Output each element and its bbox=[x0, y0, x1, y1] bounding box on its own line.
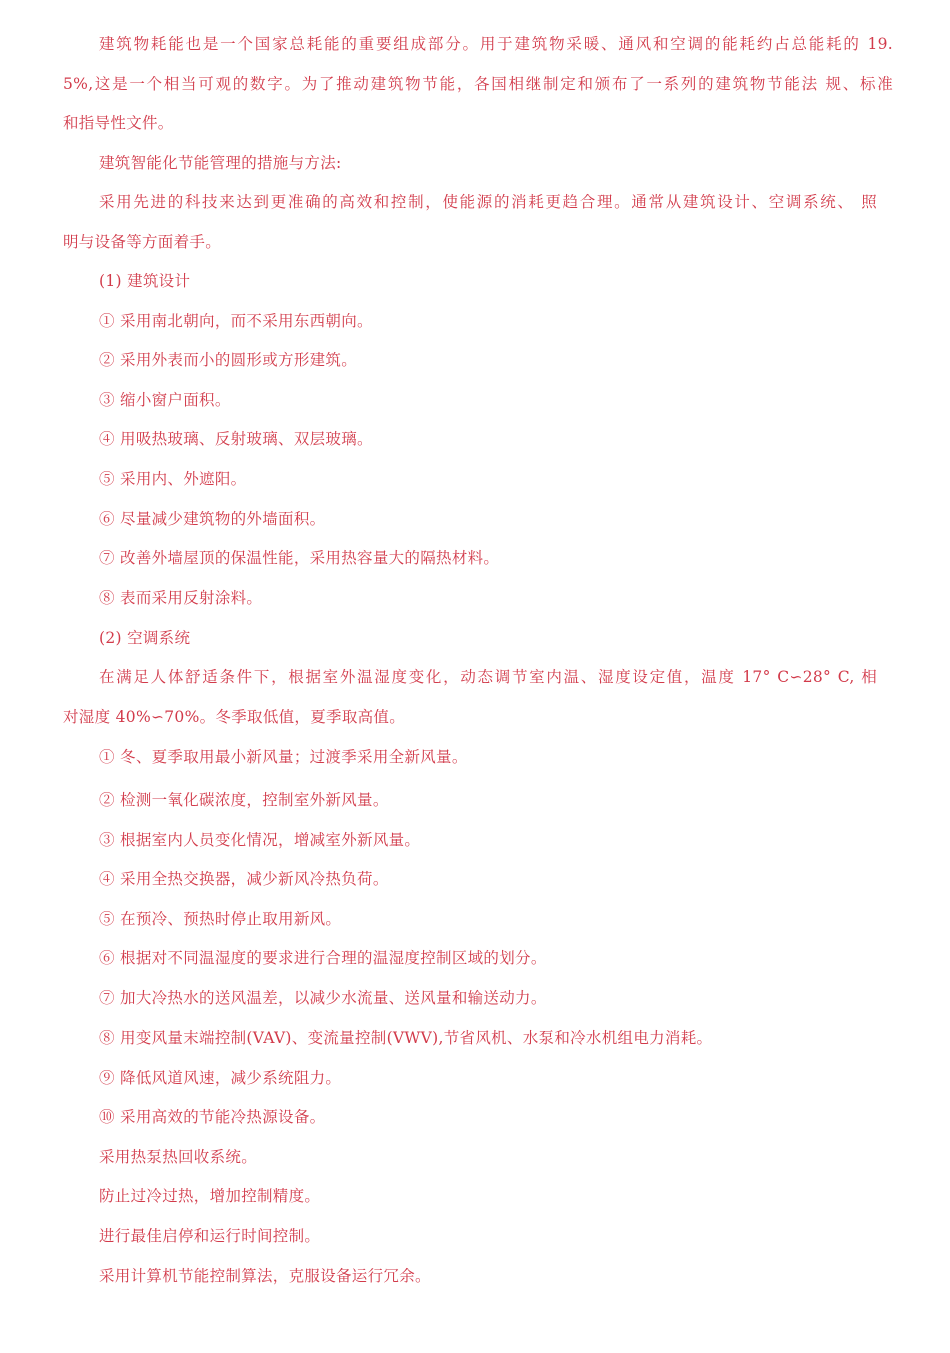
extra-measure: 采用计算机节能控制算法，克服设备运行冗余。 bbox=[99, 1267, 431, 1285]
list-item: ⑤ 采用内、外遮阳。 bbox=[99, 470, 247, 488]
list-item: ③ 缩小窗户面积。 bbox=[99, 391, 231, 409]
extra-measure: 采用热泵热回收系统。 bbox=[99, 1148, 258, 1166]
list-item: ① 采用南北朝向，而不采用东西朝向。 bbox=[99, 312, 373, 330]
list-item: ⑩ 采用高效的节能冷热源设备。 bbox=[99, 1108, 326, 1126]
paragraph-ac-intro-line: 在满足人体舒适条件下，根据室外温湿度变化，动态调节室内温、湿度设定值，温度 17° C∽28° C, 相 bbox=[99, 668, 877, 686]
list-item: ④ 用吸热玻璃、反射玻璃、双层玻璃。 bbox=[99, 430, 373, 448]
paragraph-intro-line: 5%,这是一个相当可观的数字。为了推动建筑物节能，各国相继制定和颁布了一系列的建筑物节能法 规、标准 bbox=[63, 75, 893, 93]
list-item: ④ 采用全热交换器，减少新风冷热负荷。 bbox=[99, 870, 389, 888]
section-title-air-conditioning: (2) 空调系统 bbox=[99, 629, 191, 647]
list-item: ① 冬、夏季取用最小新风量；过渡季采用全新风量。 bbox=[99, 748, 468, 766]
list-item: ⑦ 改善外墙屋顶的保温性能，采用热容量大的隔热材料。 bbox=[99, 549, 500, 567]
list-item: ⑧ 用变风量末端控制(VAV)、变流量控制(VWV),节省风机、水泵和冷水机组电力消耗。 bbox=[99, 1029, 713, 1047]
list-item: ⑤ 在预冷、预热时停止取用新风。 bbox=[99, 910, 342, 928]
extra-measure: 防止过冷过热，增加控制精度。 bbox=[99, 1187, 321, 1205]
paragraph-tech-line: 采用先进的科技来达到更准确的高效和控制，使能源的消耗更趋合理。通常从建筑设计、空调系统、 照 bbox=[99, 193, 877, 211]
list-item: ② 检测一氧化碳浓度，控制室外新风量。 bbox=[99, 791, 389, 809]
paragraph-intro-line: 和指导性文件。 bbox=[63, 114, 174, 132]
list-item: ⑥ 根据对不同温湿度的要求进行合理的温湿度控制区域的划分。 bbox=[99, 949, 547, 967]
list-item: ⑨ 降低风道风速，减少系统阻力。 bbox=[99, 1069, 342, 1087]
paragraph-intro-line: 建筑物耗能也是一个国家总耗能的重要组成部分。用于建筑物采暖、通风和空调的能耗约占总能耗的 19. bbox=[99, 35, 893, 53]
list-item: ③ 根据室内人员变化情况，增减室外新风量。 bbox=[99, 831, 421, 849]
section-title-building-design: (1) 建筑设计 bbox=[99, 272, 191, 290]
list-item: ② 采用外表而小的圆形或方形建筑。 bbox=[99, 351, 358, 369]
paragraph-tech-line: 明与设备等方面着手。 bbox=[63, 233, 222, 251]
list-item: ⑧ 表而采用反射涂料。 bbox=[99, 589, 263, 607]
paragraph-ac-intro-line: 对湿度 40%∽70%。冬季取低值，夏季取高值。 bbox=[63, 708, 406, 726]
extra-measure: 进行最佳启停和运行时间控制。 bbox=[99, 1227, 321, 1245]
list-item: ⑦ 加大冷热水的送风温差，以减少水流量、送风量和输送动力。 bbox=[99, 989, 547, 1007]
measures-heading: 建筑智能化节能管理的措施与方法: bbox=[99, 154, 342, 172]
list-item: ⑥ 尽量减少建筑物的外墙面积。 bbox=[99, 510, 326, 528]
